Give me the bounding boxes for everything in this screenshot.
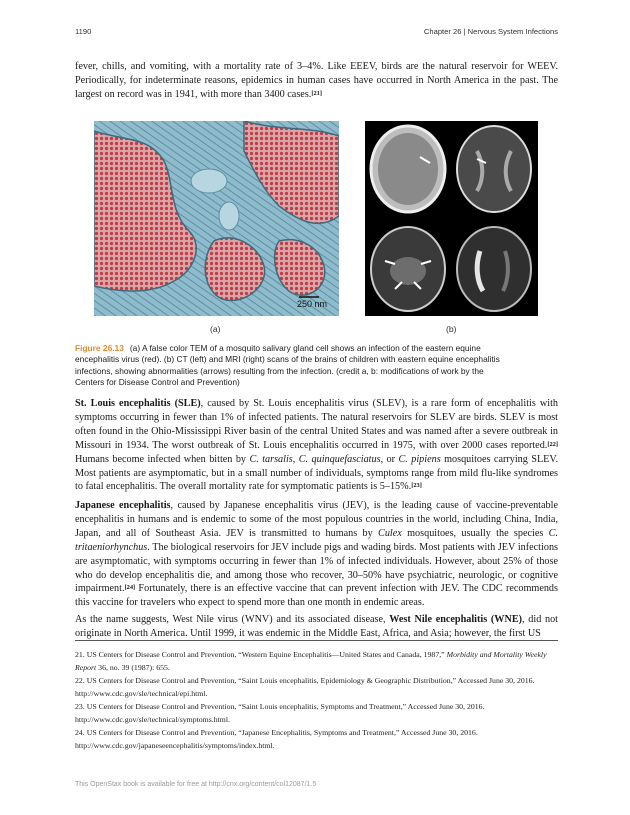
figure-image-tem bbox=[94, 121, 339, 316]
figure-caption: Figure 26.13 (a) A false color TEM of a mosquito salivary gland cell shows an infection of the eastern equine encephalitis virus (red). (b) CT (left) and MRI (right) scans of the brains of children with eastern equine encephalitis infections, showing abnormalities (arrows) resulting from the infection. (credit a, b: modifications of work by the Centers for Disease Control and Prevention) bbox=[75, 343, 500, 387]
footnote-23: 23. US Centers for Disease Control and Prevention, “Saint Louis encephalitis, Symptoms and Treatment,” Accessed June 30, 2016. http://www.cdc.gov/sle/technical/symptoms.html. bbox=[75, 702, 485, 724]
term-wne: West Nile encephalitis (WNE) bbox=[389, 614, 523, 625]
footnote-ref-21[interactable]: [21] bbox=[311, 89, 322, 97]
figure-label-a: (a) bbox=[210, 324, 221, 334]
wnv-paragraph: As the name suggests, West Nile virus (WNV) and its associated disease, West Nile encephalitis (WNE), did not originate in North America. Until 1999, it was endemic in the Middle East, Africa, and Asia; however, the first US bbox=[75, 614, 558, 639]
footnote-22: 22. US Centers for Disease Control and Prevention, “Saint Louis encephalitis, Epidemiology & Geographic Distribution,” Accessed June 30, 2016. http://www.cdc.gov/sle/technical/epi.html. bbox=[75, 676, 535, 698]
footnote-ref-22[interactable]: [22] bbox=[547, 440, 558, 448]
page-header bbox=[75, 27, 558, 39]
scale-bar-label: 250 nm bbox=[297, 299, 328, 309]
term-sle: St. Louis encephalitis (SLE) bbox=[75, 398, 201, 409]
figure-number: Figure 26.13 bbox=[75, 343, 124, 353]
figure-image-brain-scans bbox=[365, 121, 538, 316]
je-paragraph: Japanese encephalitis, caused by Japanese encephalitis virus (JEV), is the leading cause of vaccine-preventable encephalitis in humans and is endemic to some of the most populous countries in the world, including China, India, Japan, and all of Southeast Asia. JEV is transmitted to humans by Culex mosquitoes, usually the species C. tritaeniorhynchus. The biological reservoirs for JEV include pigs and wading birds. Most patients with JEV infections are asymptomatic, with symptoms occurring in fewer than 1% of infected individuals. However, about 25% of those who do develop encephalitis die, and among those who recover, 30–50% have psychiatric, neurologic, or cognitive impairment.[24] Fortunately, there is an effective vaccine that can prevent infection with JEV. The CDC recommends this vaccine for travelers who expect to spend more than one month in endemic areas. bbox=[75, 500, 558, 609]
intro-paragraph: fever, chills, and vomiting, with a mortality rate of 3–4%. Like EEEV, birds are the natural reservoir for WEEV. Periodically, for indeterminate reasons, epidemics in human cases have occurred in North America in the past. The largest on record was in 1941, with more than 3400 cases.[21] bbox=[75, 61, 558, 100]
page-footer: This OpenStax book is available for free at http://cnx.org/content/col12087/1.5 bbox=[75, 781, 317, 788]
chapter-title: Chapter 26 | Nervous System Infections bbox=[423, 27, 558, 36]
footnote-21: 21. US Centers for Disease Control and Prevention, “Western Equine Encephalitis—United States and Canada, 1987,” Morbidity and Mortality Weekly Report 36, no. 39 (1987): 655. bbox=[75, 650, 547, 672]
footnote-24: 24. US Centers for Disease Control and Prevention, “Japanese Encephalitis, Symptoms and Treatment,” Accessed June 30, 2016. http://www.cdc.gov/japaneseencephalitis/symptoms/index.html. bbox=[75, 728, 478, 750]
figure-label-b: (b) bbox=[446, 324, 457, 334]
sle-paragraph: St. Louis encephalitis (SLE), caused by St. Louis encephalitis virus (SLEV), is a rare form of encephalitis with symptoms occurring in fewer than 1% of infected patients. The natural reservoirs for SLEV are birds. SLEV is most often found in the Ohio-Mississippi River basin of the central United States and was named after a severe outbreak in Missouri in 1934. The worst outbreak of St. Louis encephalitis occurred in 1975, with over 2000 cases reported.[22] Humans become infected when bitten by C. tarsalis, C. quinquefasciatus, or C. pipiens mosquitoes carrying SLEV. Most patients are asymptomatic, but in a small number of individuals, symptoms range from mild flu-like syndromes to fatal encephalitis. The overall mortality rate for symptomatic patients is 5–15%.[23] bbox=[75, 398, 558, 493]
page-number: 1190 bbox=[75, 27, 92, 36]
footnote-ref-24[interactable]: [24] bbox=[124, 584, 136, 592]
footnote-divider bbox=[75, 640, 558, 641]
term-je: Japanese encephalitis bbox=[75, 500, 171, 511]
footnote-ref-23[interactable]: [23] bbox=[411, 482, 422, 490]
